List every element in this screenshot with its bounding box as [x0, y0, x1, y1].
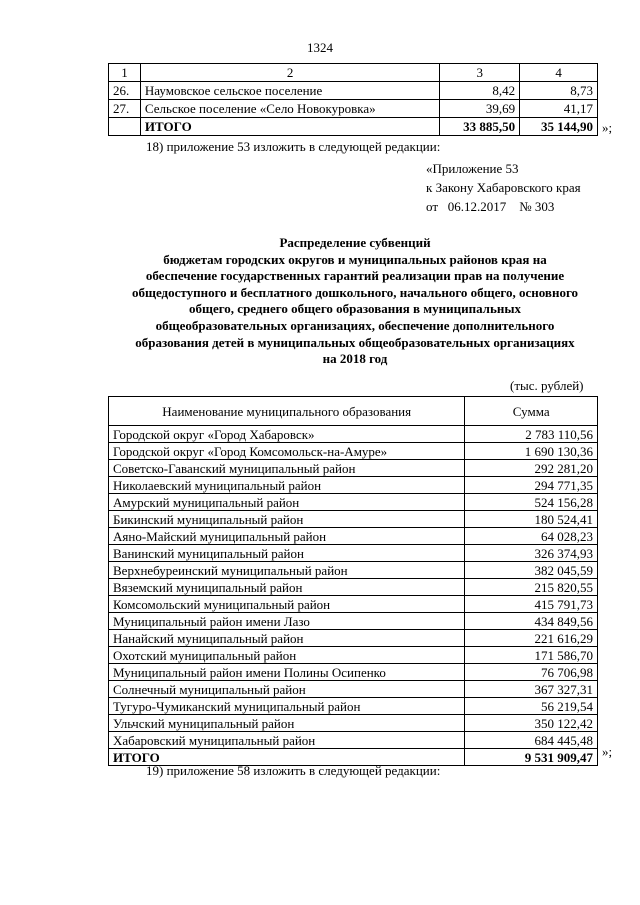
row-value-2: 8,73	[520, 82, 598, 100]
table-row	[109, 460, 598, 477]
table-row	[109, 426, 598, 443]
total-value-1: 33 885,50	[440, 118, 520, 136]
total-label: ИТОГО	[140, 118, 439, 136]
row-name: Вяземский муниципальный район	[109, 579, 465, 596]
row-sum: 64 028,23	[465, 528, 598, 545]
row-sum: 56 219,54	[465, 698, 598, 715]
row-name: Охотский муниципальный район	[109, 647, 465, 664]
row-name: Комсомольский муниципальный район	[109, 596, 465, 613]
row-value-1: 8,42	[440, 82, 520, 100]
row-sum: 76 706,98	[465, 664, 598, 681]
row-sum: 215 820,55	[465, 579, 598, 596]
total-value-2: 35 144,90	[520, 118, 598, 136]
header-cell: 3	[440, 64, 520, 82]
row-sum: 171 586,70	[465, 647, 598, 664]
row-name: Городской округ «Город Комсомольск-на-Амуре»	[109, 443, 465, 460]
title-line: общедоступного и бесплатного дошкольного, начального общего, основного	[131, 284, 579, 300]
total-sum: 9 531 909,47	[465, 749, 598, 766]
table-row	[109, 647, 598, 664]
table-row	[109, 562, 598, 579]
row-sum: 292 281,20	[465, 460, 598, 477]
row-name: Амурский муниципальный район	[109, 494, 465, 511]
units-label: (тыс. рублей)	[510, 378, 584, 393]
row-name: Муниципальный район имени Полины Осипенко	[109, 664, 465, 681]
header-cell: 4	[520, 64, 598, 82]
row-sum: 326 374,93	[465, 545, 598, 562]
table-row	[109, 596, 598, 613]
table-row	[109, 100, 598, 118]
title-line: образования детей в муниципальных общеобразовательных организациях	[135, 334, 575, 350]
appendix-line: к Закону Хабаровского края	[426, 180, 581, 195]
row-sum: 434 849,56	[465, 613, 598, 630]
title-line: на 2018 год	[322, 351, 388, 367]
row-name: Ванинский муниципальный район	[109, 545, 465, 562]
row-name: Аяно-Майский муниципальный район	[109, 528, 465, 545]
title-line: обеспечение государственных гарантий реализации прав на получение	[145, 268, 565, 284]
table-row	[109, 613, 598, 630]
row-sum: 350 122,42	[465, 715, 598, 732]
paragraph-19: 19) приложение 58 изложить в следующей редакции:	[146, 763, 441, 778]
paragraph-18: 18) приложение 53 изложить в следующей редакции:	[146, 139, 441, 154]
row-name: Тугуро-Чумиканский муниципальный район	[109, 698, 465, 715]
table-row	[109, 715, 598, 732]
subvention-table	[108, 396, 598, 766]
row-sum: 221 616,29	[465, 630, 598, 647]
row-number: 26.	[109, 82, 141, 100]
header-name: Наименование муниципального образования	[109, 397, 465, 426]
title-line: общеобразовательных организациях, обеспечение дополнительного	[155, 317, 555, 333]
table-header-row	[109, 397, 598, 426]
row-sum: 180 524,41	[465, 511, 598, 528]
table-row	[109, 443, 598, 460]
header-cell: 2	[140, 64, 439, 82]
page-number: 1324	[307, 40, 333, 55]
appendix-line: от 06.12.2017 № 303	[426, 199, 555, 214]
row-name: Солнечный муниципальный район	[109, 681, 465, 698]
row-name: Сельское поселение «Село Новокуровка»	[140, 100, 439, 118]
row-name: Советско-Гаванский муниципальный район	[109, 460, 465, 477]
table-row	[109, 664, 598, 681]
row-name: Наумовское сельское поселение	[140, 82, 439, 100]
table-row	[109, 511, 598, 528]
table-row	[109, 494, 598, 511]
appendix-header	[426, 159, 581, 216]
row-sum: 367 327,31	[465, 681, 598, 698]
row-sum: 524 156,28	[465, 494, 598, 511]
table-row	[109, 698, 598, 715]
row-value-2: 41,17	[520, 100, 598, 118]
row-sum: 382 045,59	[465, 562, 598, 579]
total-row	[109, 118, 598, 136]
row-sum: 415 791,73	[465, 596, 598, 613]
header-sum: Сумма	[465, 397, 598, 426]
closing-quote: »;	[602, 120, 613, 135]
table-row	[109, 528, 598, 545]
closing-quote: »;	[602, 744, 613, 759]
header-cell: 1	[109, 64, 141, 82]
row-name: Городской округ «Город Хабаровск»	[109, 426, 465, 443]
row-sum: 684 445,48	[465, 732, 598, 749]
title-line: бюджетам городских округов и муниципальных районов края на	[163, 251, 547, 267]
table-row	[109, 732, 598, 749]
row-value-1: 39,69	[440, 100, 520, 118]
table-header-row	[109, 64, 598, 82]
row-name: Хабаровский муниципальный район	[109, 732, 465, 749]
row-name: Бикинский муниципальный район	[109, 511, 465, 528]
table-row	[109, 545, 598, 562]
document-title	[110, 235, 600, 368]
row-name: Муниципальный район имени Лазо	[109, 613, 465, 630]
row-name: Ульчский муниципальный район	[109, 715, 465, 732]
row-name: Нанайский муниципальный район	[109, 630, 465, 647]
table-previous-appendix	[108, 63, 598, 136]
row-sum: 1 690 130,36	[465, 443, 598, 460]
total-label: ИТОГО	[109, 749, 465, 766]
row-sum: 294 771,35	[465, 477, 598, 494]
table-row	[109, 477, 598, 494]
row-name: Верхнебуреинский муниципальный район	[109, 562, 465, 579]
row-sum: 2 783 110,56	[465, 426, 598, 443]
appendix-line: «Приложение 53	[426, 161, 519, 176]
table-row	[109, 579, 598, 596]
title-line: Распределение субвенций	[279, 235, 431, 250]
table-row	[109, 630, 598, 647]
table-row	[109, 82, 598, 100]
row-name: Николаевский муниципальный район	[109, 477, 465, 494]
title-line: общего, среднего общего образования в муниципальных	[188, 301, 521, 317]
row-number: 27.	[109, 100, 141, 118]
table-row	[109, 681, 598, 698]
